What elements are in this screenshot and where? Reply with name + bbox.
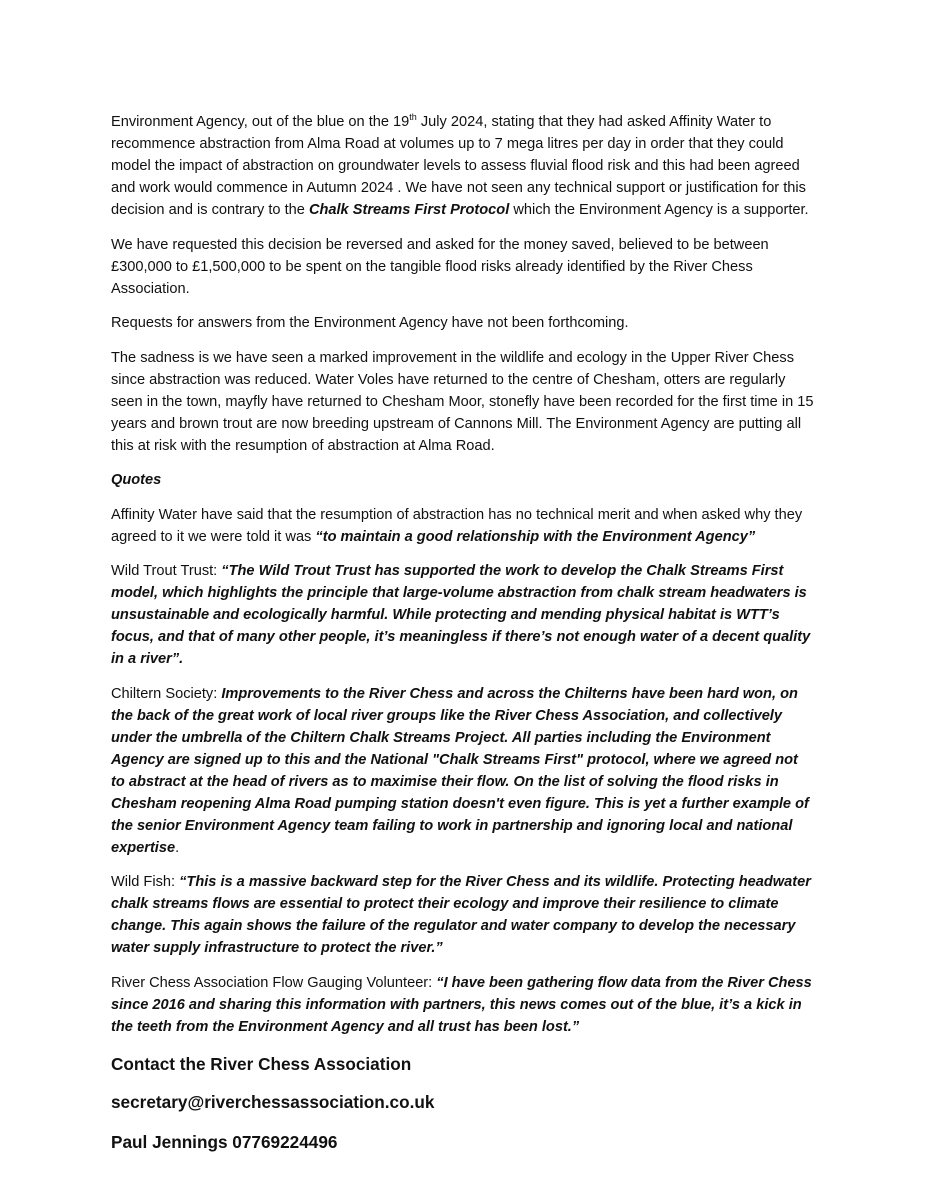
- document-body: [111, 111, 814, 1154]
- paragraph-request: We have requested this decision be reversed and asked for the money saved, believed to be between £300,000 to £1,500,000 to be spent on the tangible flood risks already identified by the River Chess Association.: [111, 236, 769, 297]
- paragraph-wildlife: The sadness is we have seen a marked improvement in the wildlife and ecology in the Upper River Chess since abstraction was reduced. Water Voles have returned to the centre of Chesham, otters are regularly seen in the town, mayfly have returned to Chesham Moor, stonefly have been recorded for the first time in 15 years and brown trout are now breeding upstream of Cannons Mill. The Environment Agency are putting all this at risk with the resumption of abstraction at Alma Road.: [111, 349, 814, 454]
- quote-source: Chiltern Society:: [111, 685, 222, 702]
- quote-text: Improvements to the River Chess and across the Chilterns have been hard won, on the back of the great work of local river groups like the River Chess Association, and collectively under the umbrella of the Chiltern Chalk Streams Project. All parties including the Environment Agency are signed up to this and the National "Chalk Streams First" protocol, where we agreed not to abstract at the head of rivers as to maximise their flow. On the list of solving the flood risks in Chesham reopening Alma Road pumping station doesn't even figure. This is yet a further example of the senior Environment Agency team failing to work in partnership and ignoring local and national expertise: [111, 685, 809, 856]
- quote-chiltern-society: [111, 683, 814, 859]
- quote-text: “to maintain a good relationship with the Environment Agency”: [315, 528, 756, 545]
- paragraph-text: July 2024, stating that they had asked Affinity Water to recommence abstraction from Alma Road at volumes up to 7 mega litres per day in order that they could model the impact of abstraction on groundwater levels to assess fluvial flood risk and this had been agreed and work would commence in Autumn 2024 . We have not seen any technical support or justification for this decision and is contrary to the: [111, 114, 806, 218]
- contact-email[interactable]: secretary@riverchessassociation.co.uk: [111, 1091, 435, 1112]
- quote-affinity-water: [111, 504, 814, 548]
- quote-source: Affinity Water have said that the resumption of abstraction has no technical merit and when asked why they agreed to it we were told it was: [111, 506, 803, 545]
- quote-flow-gauging-volunteer: [111, 972, 814, 1038]
- date-superscript: th: [409, 112, 417, 122]
- quote-source: River Chess Association Flow Gauging Volunteer:: [111, 974, 437, 991]
- quote-source: Wild Trout Trust:: [111, 563, 222, 579]
- quote-source: Wild Fish:: [111, 874, 180, 890]
- contact-heading: Contact the River Chess Association: [111, 1053, 412, 1074]
- paragraph-text: Environment Agency, out of the blue on the 19: [111, 114, 410, 130]
- quote-text: “The Wild Trout Trust has supported the work to develop the Chalk Streams First model, which highlights the principle that large-volume abstraction from chalk stream headwaters is unsustainable and ecologically harmful. While protecting and mending physical habitat is WTT’s focus, and that of many other people, it’s meaningless if there’s not enough water of a decent quality in a river”.: [111, 563, 811, 667]
- paragraph-no-answers: Requests for answers from the Environment Agency have not been forthcoming.: [111, 315, 629, 331]
- quote-text: “This is a massive backward step for the River Chess and its wildlife. Protecting headwater chalk streams flows are essential to protect their ecology and improve their resilience to climate change. This again shows the failure of the regulator and water company to develop the necessary water supply infrastructure to protect the river.”: [111, 874, 811, 956]
- paragraph-ea-decision: [111, 111, 814, 221]
- contact-person-phone: Paul Jennings 07769224496: [111, 1131, 338, 1152]
- quotes-heading: Quotes: [111, 472, 162, 488]
- paragraph-text: which the Environment Agency is a supporter.: [509, 202, 809, 218]
- quote-wild-fish: [111, 871, 814, 959]
- quote-tail: .: [175, 839, 180, 856]
- quote-text: “I have been gathering flow data from the River Chess since 2016 and sharing this information with partners, this news comes out of the blue, it’s a kick in the teeth from the Environment Agency and all trust has been lost.”: [111, 974, 812, 1035]
- quote-wild-trout-trust: [111, 560, 814, 670]
- protocol-name: Chalk Streams First Protocol: [308, 202, 510, 218]
